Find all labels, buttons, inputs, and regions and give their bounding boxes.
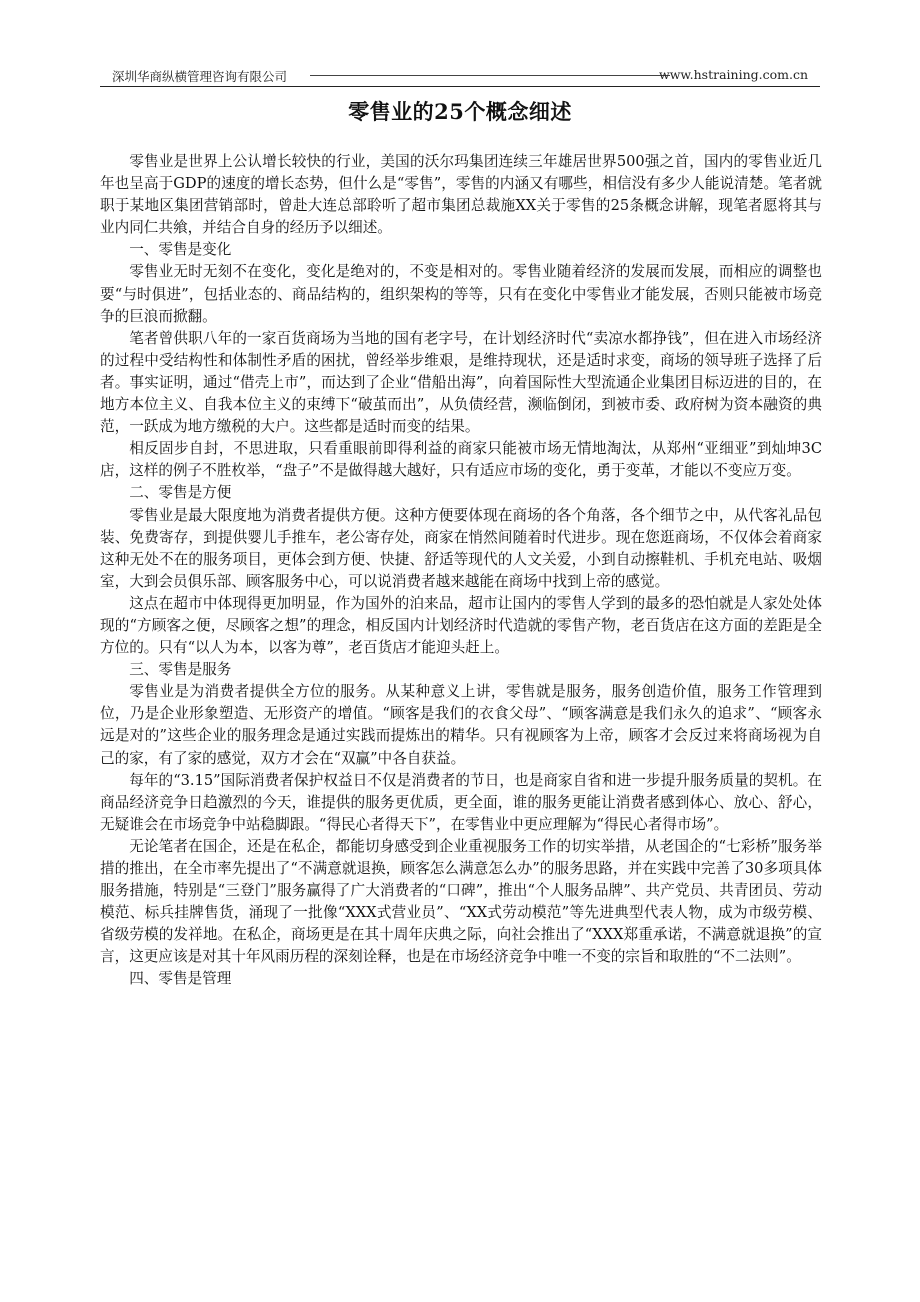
document-body (100, 151, 822, 991)
body-paragraph: 零售业是最大限度地为消费者提供方便。这种方便要体现在商场的各个角落，各个细节之中，从代客礼品包装、免费寄存，到提供婴儿手推车，老公寄存处，商家在悄然间随着时代进步。现在您逛商场，不仅体会着商家这种无处不在的服务项目，更体会到方便、快捷、舒适等现代的人文关爱，小到自动擦鞋机、手机充电站、吸烟室，大到会员俱乐部、顾客服务中心，可以说消费者越来越能在商场中找到上帝的感觉。 (100, 506, 822, 590)
intro-paragraph: 零售业是世界上公认增长较快的行业，美国的沃尔玛集团连续三年雄居世界500强之首，国内的零售业近几年也呈高于GDP的速度的增长态势，但什么是“零售”，零售的内涵又有哪些，相信没有多少人能说清楚。笔者就职于某地区集团营销部时，曾赴大连总部聆听了超市集团总裁施XX关于零售的25条概念讲解，现笔者愿将其与业内同仁共飨，并结合自身的经历予以细述。 (100, 153, 822, 237)
body-paragraph: 零售业是为消费者提供全方位的服务。从某种意义上讲，零售就是服务，服务创造价值，服务工作管理到位，乃是企业形象塑造、无形资产的增值。“顾客是我们的衣食父母”、“顾客满意是我们永久的追求”、“顾客永远是对的”这些企业的服务理念是通过实践而提炼出的精华。只有视顾客为上帝，顾客才会反过来将商场视为自己的家，有了家的感觉，双方才会在“双赢”中各自获益。 (100, 683, 822, 767)
section-heading-3: 三、零售是服务 (129, 661, 232, 679)
header-website: www.hstraining.com.cn (659, 67, 808, 82)
section-heading-1: 一、零售是变化 (129, 241, 232, 259)
page-header (100, 66, 820, 87)
header-divider-line (310, 75, 670, 76)
body-paragraph: 无论笔者在国企，还是在私企，都能切身感受到企业重视服务工作的切实举措，从老国企的“七彩桥”服务举措的推出，在全市率先提出了“不满意就退换，顾客怎么满意怎么办”的服务思路，并在实践中完善了30多项具体服务措施，特别是“三登门”服务赢得了广大消费者的“口碑”，推出“个人服务品牌”、共产党员、共青团员、劳动模范、标兵挂牌售货，涌现了一批像“XXX式营业员”、“XX式劳动模范”等先进典型代表人物，成为市级劳模、省级劳模的发祥地。在私企，商场更是在其十周年庆典之际，向社会推出了“XXX郑重承诺，不满意就退换”的宣言，这更应该是对其十年风雨历程的深刻诠释，也是在市场经济竞争中唯一不变的宗旨和取胜的“不二法则”。 (100, 837, 822, 966)
body-paragraph: 相反固步自封，不思进取，只看重眼前即得利益的商家只能被市场无情地淘汰，从郑州“亚细亚”到灿坤3C店，这样的例子不胜枚举，“盘子”不是做得越大越好，只有适应市场的变化，勇于变革，才能以不变应万变。 (100, 440, 822, 480)
body-paragraph: 这点在超市中体现得更加明显，作为国外的泊来品，超市让国内的零售人学到的最多的恐怕就是人家处处体现的“方顾客之便，尽顾客之想”的理念，相反国内计划经济时代造就的零售产物，老百货店在这方面的差距是全方位的。只有“以人为本，以客为尊”，老百货店才能迎头赶上。 (100, 594, 822, 657)
section-heading-2: 二、零售是方便 (129, 484, 232, 502)
document-title: 零售业的25个概念细述 (348, 99, 572, 124)
header-company: 深圳华商纵横管理咨询有限公司 (112, 69, 288, 84)
section-heading-4: 四、零售是管理 (129, 970, 232, 988)
body-paragraph: 零售业无时无刻不在变化，变化是绝对的，不变是相对的。零售业随着经济的发展而发展，而相应的调整也要“与时俱进”，包括业态的、商品结构的，组织架构的等等，只有在变化中零售业才能发展，否则只能被市场竞争的巨浪而掀翻。 (100, 263, 822, 325)
body-paragraph: 笔者曾供职八年的一家百货商场为当地的国有老字号，在计划经济时代“卖凉水都挣钱”，但在进入市场经济的过程中受结构性和体制性矛盾的困扰，曾经举步维艰，是维持现状，还是适时求变，商场的领导班子选择了后者。事实证明，通过“借壳上市”，而达到了企业“借船出海”，向着国际性大型流通企业集团目标迈进的目的，在地方本位主义、自我本位主义的束缚下“破茧而出”，从负债经营，濒临倒闭，到被市委、政府树为资本融资的典范，一跃成为地方缴税的大户。这些都是适时而变的结果。 (100, 329, 822, 436)
body-paragraph: 每年的“3.15”国际消费者保护权益日不仅是消费者的节日，也是商家自省和进一步提升服务质量的契机。在商品经济竞争日趋激烈的今天，谁提供的服务更优质，更全面，谁的服务更能让消费者感到体心、放心、舒心，无疑谁会在市场竞争中站稳脚跟。“得民心者得天下”，在零售业中更应理解为“得民心者得市场”。 (100, 771, 822, 833)
